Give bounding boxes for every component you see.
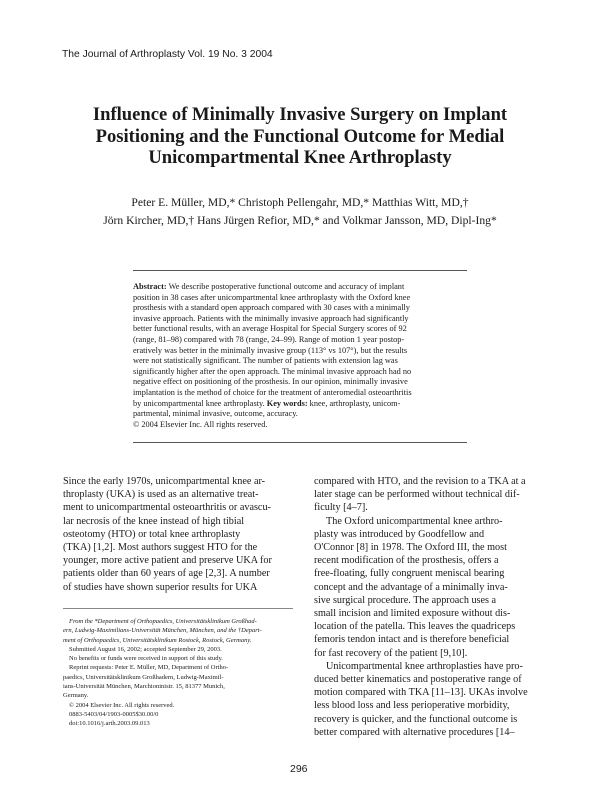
body-line: free-floating, fully congruent meniscal bearing	[314, 568, 505, 580]
doi-line: doi:10.1016/j.arth.2003.09.013	[69, 720, 150, 728]
author-list	[40, 194, 560, 230]
body-line: Unicompartmental knee arthroplasties have pro-	[326, 660, 523, 672]
body-line: better compared with alternative procedures [14–	[314, 726, 515, 738]
body-column-right	[314, 475, 544, 739]
author-line: Peter E. Müller, MD,* Christoph Pellengahr, MD,* Matthias Witt, MD,†	[131, 196, 469, 209]
affiliation-line: ment of Orthopaedics, Universitätsklinikum Rostock, Rostock, Germany.	[63, 636, 252, 644]
body-line: (TKA) [1,2]. Most authors suggest HTO for the	[63, 542, 258, 554]
footnotes	[63, 617, 298, 729]
abstract-line: position in 38 cases after unicompartmental knee arthroplasty with the Oxford knee	[133, 292, 411, 302]
abstract-line: invasive approach. Patients with the minimally invasive approach had significantly	[133, 313, 409, 323]
affiliation-line: From the *Department of Orthopaedics, Universitätsklinikum Großhad-	[69, 618, 257, 625]
abstract-label: Abstract:	[133, 282, 167, 291]
body-line: patients older than 60 years of age [2,3]. A number	[63, 568, 270, 580]
body-line: lar necrosis of the knee instead of high tibial	[63, 515, 245, 527]
page-number: 296	[290, 763, 308, 775]
body-line: small incision and limited exposure without dis-	[314, 608, 511, 620]
journal-header: The Journal of Arthroplasty Vol. 19 No. 3 2004	[62, 49, 273, 60]
body-line: motion compared with TKA [11–13]. UKAs involve	[314, 687, 528, 699]
abstract-line	[133, 282, 467, 293]
footnote-line: © 2004 Elsevier Inc. All rights reserved.	[69, 701, 175, 709]
abstract	[133, 282, 467, 430]
body-line: throplasty (UKA) is used as an alternative treat-	[63, 489, 259, 501]
affiliation-line: ern, Ludwig-Maximilians-Universität München, München, and the †Depart-	[63, 627, 262, 635]
abstract-copyright: © 2004 Elsevier Inc. All rights reserved.	[133, 419, 268, 429]
body-line: sive surgical procedure. The approach uses a	[314, 594, 497, 606]
footnote-line: Germany.	[63, 692, 89, 700]
body-line: of studies have shown superior results for UKA	[63, 581, 258, 593]
body-line: compared with HTO, and the revision to a TKA at a	[314, 476, 526, 487]
body-line: for fast recovery of the patient [9,10].	[314, 647, 468, 659]
keywords-line	[133, 399, 467, 410]
body-line: younger, more active patient and preserve UKA for	[63, 555, 272, 567]
body-line: recent modification of the prosthesis, offers a	[314, 555, 499, 567]
footnote-rule	[63, 608, 293, 609]
abstract-line: better functional results, with an average Hospital for Special Surgery scores of 92	[133, 324, 407, 334]
body-line: concept and the advantage of a minimally inva-	[314, 581, 508, 593]
abstract-text: We describe postoperative functional outcome and accuracy of implant	[166, 282, 405, 291]
author-line: Jörn Kircher, MD,† Hans Jürgen Refior, MD,* and Volkmar Jansson, MD, Dipl-Ing*	[103, 214, 497, 227]
abstract-line: (range, 81–98) compared with 78 (range, 24–99). Range of motion 1 year postop-	[133, 334, 405, 344]
abstract-top-rule	[133, 270, 467, 271]
keywords-line: partmental, minimal invasive, outcome, accuracy.	[133, 409, 298, 419]
body-column-left	[63, 475, 293, 594]
footnote-line: paedics, Universitätsklinikum Großhadern, Ludwig-Maximil-	[63, 673, 224, 681]
footnote-line: Reprint requests: Peter E. Müller, MD, Department of Ortho-	[69, 664, 229, 672]
body-line: plasty was introduced by Goodfellow and	[314, 528, 485, 540]
body-line: ment to unicompartmental osteoarthritis or avascu-	[63, 502, 271, 514]
keywords-text: knee, arthroplasty, unicom-	[307, 398, 401, 408]
abstract-bottom-rule	[133, 442, 467, 443]
footnote-line: Submitted August 16, 2002; accepted September 29, 2003.	[69, 645, 222, 653]
body-line: less blood loss and less perioperative morbidity,	[314, 700, 510, 712]
abstract-text: by unicompartmental knee arthroplasty.	[133, 398, 267, 408]
body-line: Since the early 1970s, unicompartmental knee ar-	[63, 476, 266, 487]
body-line: ficulty [4–7].	[314, 502, 368, 514]
body-line: duced better kinematics and postoperative range of	[314, 674, 522, 686]
title-line: Positioning and the Functional Outcome for Medial	[95, 125, 505, 147]
footnote-line: ians-Universität München, Marchioninistr. 15, 81377 Munich,	[63, 683, 225, 691]
abstract-line: prosthesis with a standard open approach compared with 30 cases with a minimally	[133, 303, 410, 313]
title-line: Influence of Minimally Invasive Surgery on Implant	[92, 104, 508, 125]
abstract-line: negative effect on positioning of the prosthesis. In our opinion, minimally invasive	[133, 377, 408, 387]
abstract-line: implantation is the method of choice for the treatment of anteromedial osteoarthritis	[133, 387, 412, 397]
article-title	[40, 104, 560, 169]
footnote-line: No benefits or funds were received in support of this study.	[69, 655, 223, 663]
abstract-line: significantly higher after the open approach. The minimal invasive approach had no	[133, 366, 412, 376]
body-line: location of the patella. This leaves the quadriceps	[314, 621, 516, 633]
body-line: later stage can be performed without technical dif-	[314, 489, 520, 501]
abstract-line: eratively was better in the minimally invasive group (113° vs 107°), but the results	[133, 345, 408, 355]
footnote-line: 0883-5403/04/1903-0005$30.00/0	[69, 710, 159, 718]
body-line: recovery is quicker, and the functional outcome is	[314, 713, 518, 725]
body-line: O'Connor [8] in 1978. The Oxford III, the most	[314, 542, 507, 554]
body-line: osteotomy (HTO) or total knee arthroplasty	[63, 528, 241, 540]
body-line: femoris tendon intact and is therefore beneficial	[314, 634, 510, 646]
keywords-label: Key words:	[266, 398, 308, 408]
abstract-line: were not statistically significant. The number of patients with extension lag was	[133, 356, 398, 366]
title-line: Unicompartmental Knee Arthroplasty	[148, 147, 452, 168]
body-line: The Oxford unicompartmental knee arthro-	[326, 515, 503, 527]
